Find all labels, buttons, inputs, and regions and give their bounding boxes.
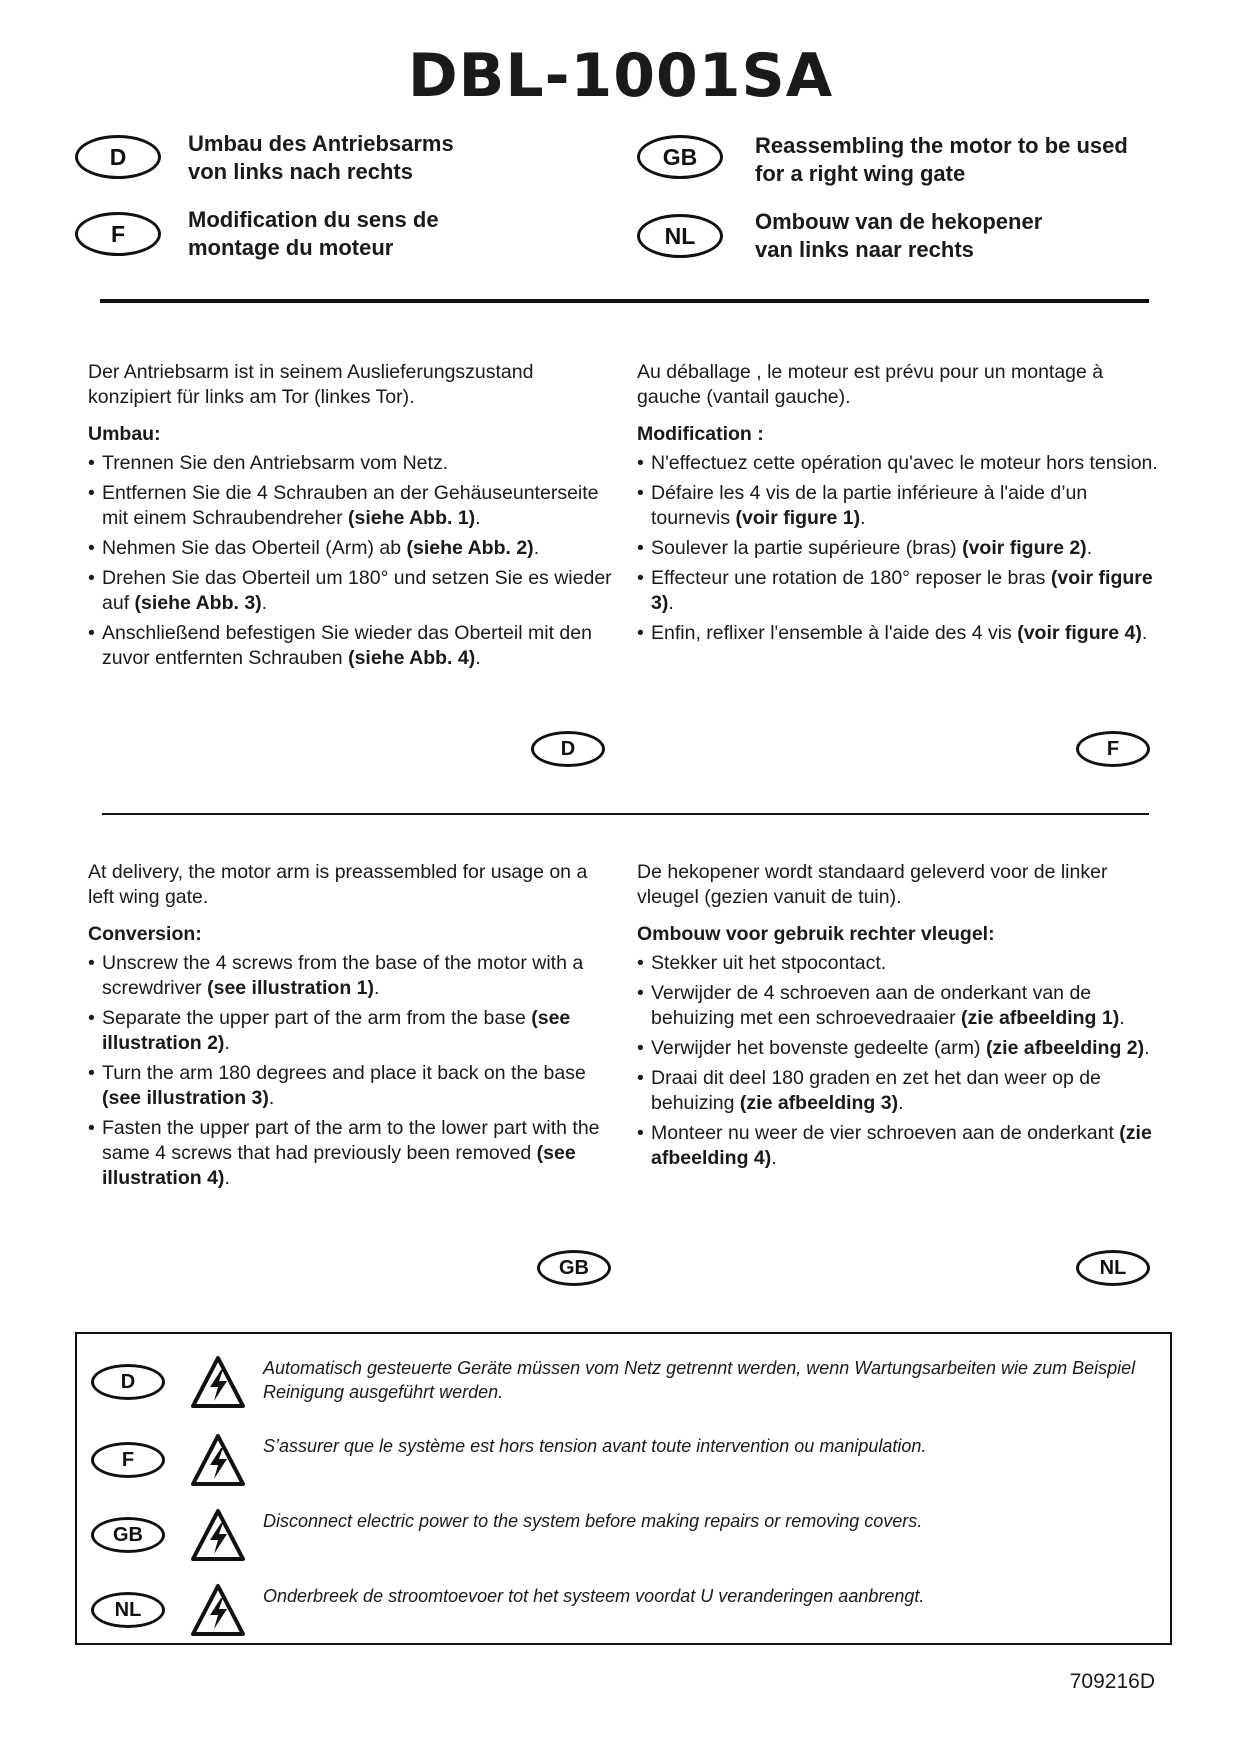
warning-row-de — [77, 1354, 1170, 1414]
list-item: • Monteer nu weer de vier schroeven aan de onderkant (zie afbeelding 4). — [637, 1121, 1167, 1171]
warning-text: S’assurer que le système est hors tension avant toute intervention ou manipulation. — [263, 1436, 927, 1456]
language-badge: D — [91, 1364, 165, 1400]
document-title: DBL-1001SA — [407, 41, 834, 111]
electric-hazard-icon — [190, 1432, 246, 1488]
list-item: • Enfin, reflixer l'ensemble à l'aide des 4 vis (voir figure 4). — [637, 621, 1167, 646]
list-item: • Anschließend befestigen Sie wieder das Oberteil mit den zuvor entfernten Schrauben (siehe Abb. 4). — [88, 621, 618, 671]
language-badge: NL — [91, 1592, 165, 1628]
step-list — [637, 951, 1167, 1171]
header-title-de — [188, 130, 454, 186]
section-intro: At delivery, the motor arm is preassembled for usage on a left wing gate. — [88, 861, 588, 908]
list-item: • Trennen Sie den Antriebsarm vom Netz. — [88, 451, 618, 476]
list-item: • Effecteur une rotation de 180° reposer le bras (voir figure 3). — [637, 566, 1167, 616]
language-badge-fr: F — [75, 212, 161, 256]
warning-text: Automatisch gesteuerte Geräte müssen vom Netz getrennt werden, wenn Wartungsarbeiten wie zum Beispiel Reinigung ausgeführt werden. — [263, 1358, 1136, 1402]
section-subtitle: Modification : — [637, 423, 764, 445]
header-line: Ombouw van de hekopener — [755, 209, 1043, 234]
list-item: • Défaire les 4 vis de la partie inférieure à l'aide d’un tournevis (voir figure 1). — [637, 481, 1167, 531]
list-item: • Soulever la partie supérieure (bras) (voir figure 2). — [637, 536, 1167, 561]
language-badge-gb: GB — [637, 135, 723, 179]
step-list — [637, 451, 1167, 646]
section-subtitle: Ombouw voor gebruik rechter vleugel: — [637, 923, 995, 945]
warning-text: Onderbreek de stroomtoevoer tot het systeem voordat U veranderingen aanbrengt. — [263, 1586, 925, 1606]
list-item: • Drehen Sie das Oberteil um 180° und setzen Sie es wieder auf (siehe Abb. 3). — [88, 566, 618, 616]
section-divider — [102, 813, 1149, 815]
warning-text: Disconnect electric power to the system before making repairs or removing covers. — [263, 1511, 923, 1531]
section-badge-gb: GB — [537, 1250, 611, 1286]
section-gb — [88, 860, 618, 1196]
section-intro: Au déballage , le moteur est prévu pour un montage à gauche (vantail gauche). — [637, 361, 1104, 408]
list-item: • Draai dit deel 180 graden en zet het dan weer op de behuizing (zie afbeelding 3). — [637, 1066, 1167, 1116]
header-title-gb — [755, 132, 1128, 188]
section-subtitle: Umbau: — [88, 423, 161, 445]
warning-row-gb — [77, 1507, 1170, 1567]
header-divider — [100, 299, 1149, 303]
electric-hazard-icon — [190, 1582, 246, 1638]
section-badge-de: D — [531, 731, 605, 767]
list-item: • Fasten the upper part of the arm to the lower part with the same 4 screws that had previously been removed (see illustration 4). — [88, 1116, 618, 1191]
header-line: van links naar rechts — [755, 237, 974, 262]
section-badge-nl: NL — [1076, 1250, 1150, 1286]
warning-row-fr — [77, 1432, 1170, 1492]
list-item: • Verwijder de 4 schroeven aan de onderkant van de behuizing met een schroevedraaier (zie afbeelding 1). — [637, 981, 1167, 1031]
step-list — [88, 451, 618, 671]
header-title-nl — [755, 208, 1042, 264]
list-item: • Separate the upper part of the arm from the base (see illustration 2). — [88, 1006, 618, 1056]
list-item: • Unscrew the 4 screws from the base of the motor with a screwdriver (see illustration 1). — [88, 951, 618, 1001]
safety-warning-box — [75, 1332, 1172, 1645]
section-nl — [637, 860, 1167, 1176]
section-subtitle: Conversion: — [88, 923, 202, 945]
section-badge-fr: F — [1076, 731, 1150, 767]
list-item: • Stekker uit het stpocontact. — [637, 951, 1167, 976]
header-line: Modification du sens de — [188, 207, 439, 232]
header-line: von links nach rechts — [188, 159, 413, 184]
header-line: montage du moteur — [188, 235, 394, 260]
list-item: • Turn the arm 180 degrees and place it back on the base (see illustration 3). — [88, 1061, 618, 1111]
language-badge-de: D — [75, 135, 161, 179]
section-intro: Der Antriebsarm ist in seinem Auslieferungszustand konzipiert für links am Tor (linkes Tor). — [88, 361, 534, 408]
language-badge: F — [91, 1442, 165, 1478]
language-badge-nl: NL — [637, 214, 723, 258]
list-item: • Nehmen Sie das Oberteil (Arm) ab (siehe Abb. 2). — [88, 536, 618, 561]
header-line: Reassembling the motor to be used — [755, 133, 1128, 158]
header-title-fr — [188, 206, 439, 262]
list-item: • Entfernen Sie die 4 Schrauben an der Gehäuseunterseite mit einem Schraubendreher (siehe Abb. 1). — [88, 481, 618, 531]
language-badge: GB — [91, 1517, 165, 1553]
electric-hazard-icon — [190, 1507, 246, 1563]
electric-hazard-icon — [190, 1354, 246, 1410]
step-list — [88, 951, 618, 1191]
list-item: • Verwijder het bovenste gedeelte (arm) (zie afbeelding 2). — [637, 1036, 1167, 1061]
header-line: Umbau des Antriebsarms — [188, 131, 454, 156]
section-intro: De hekopener wordt standaard geleverd voor de linker vleugel (gezien vanuit de tuin). — [637, 861, 1108, 908]
section-fr — [637, 360, 1167, 651]
document-number: 709216D — [1069, 1670, 1155, 1693]
list-item: • N'effectuez cette opération qu'avec le moteur hors tension. — [637, 451, 1167, 476]
section-de — [88, 360, 618, 676]
warning-row-nl — [77, 1582, 1170, 1642]
header-line: for a right wing gate — [755, 161, 966, 186]
